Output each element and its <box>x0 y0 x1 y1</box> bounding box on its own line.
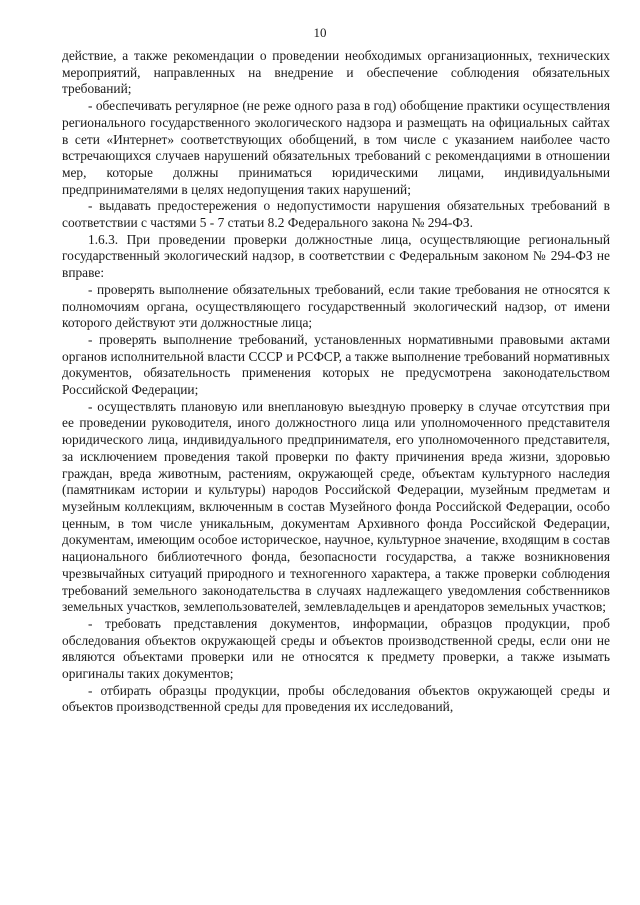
page-number: 10 <box>313 25 327 40</box>
paragraph-continuation: действие, а также рекомендации о проведении необходимых организационных, технических мероприятий, направленных на внедрение и обеспечение соблюдения обязательных требований; <box>62 48 610 97</box>
paragraph-field-inspection: - осуществлять плановую или внеплановую выездную проверку в случае отсутствия при ее проведении руководителя, иного должностного лица или уполномоченного представителя юридического лица, индивидуального предпринимателя, его уполномоченного представителя, за исключением проведения такой проверки по факту причинения вреда жизни, здоровью граждан, вреда животным, растениям, окружающей среде, объектам культурного наследия (памятникам истории и культуры) народов Российской Федерации, музейным предметам и музейным коллекциям, включенным в состав Музейного фонда Российской Федерации, особо ценным, в том числе уникальным, документам Архивного фонда Российской Федерации, документам, имеющим особое историческое, научное, культурное значение, входящим в состав национального библиотечного фонда, безопасности государства, а также возникновения чрезвычайных ситуаций природного и техногенного характера, а также проверки соблюдения требований земельного законодательства в случаях надлежащего уведомления собственников земельных участков, землепользователей, землевладельцев и арендаторов земельных участков; <box>62 398 610 615</box>
paragraph-practice-generalization: - обеспечивать регулярное (не реже одного раза в год) обобщение практики осуществления регионального государственного экологического надзора и размещать на официальных сайтах в сети «Интернет» соответствующих обобщений, в том числе с указанием наиболее часто встречающихся случаев нарушений обязательных требований с рекомендациями в отношении мер, которые должны приниматься юридическими лицами, индивидуальными предпринимателями в целях недопущения таких нарушений; <box>62 98 610 197</box>
paragraph-check-requirements: - проверять выполнение обязательных требований, если такие требования не относятся к полномочиям органа, осуществляющего государственный экологический надзор, от имени которого действуют эти должностные лица; <box>62 281 610 331</box>
paragraph-section-1-6-3: 1.6.3. При проведении проверки должностные лица, осуществляющие региональный государственный экологический надзор, в соответствии с Федеральным законом № 294-ФЗ не вправе: <box>62 231 610 281</box>
paragraph-documents-request: - требовать представления документов, информации, образцов продукции, проб обследования объектов окружающей среды и объектов производственной среды, если они не являются объектами проверки или не относятся к предмету проверки, а также изымать оригиналы таких документов; <box>62 615 610 682</box>
paragraph-warnings: - выдавать предостережения о недопустимости нарушения обязательных требований в соответствии с частями 5 - 7 статьи 8.2 Федерального закона № 294-ФЗ. <box>62 198 610 231</box>
paragraph-sampling: - отбирать образцы продукции, пробы обследования объектов окружающей среды и объектов производственной среды для проведения их исследований, <box>62 682 610 715</box>
document-body <box>62 48 610 716</box>
paragraph-ussr-rsfsr-acts: - проверять выполнение требований, установленных нормативными правовыми актами органов исполнительной власти СССР и РСФСР, а также выполнение требований нормативных документов, обязательность применения которых не предусмотрена законодательством Российской Федерации; <box>62 331 610 398</box>
